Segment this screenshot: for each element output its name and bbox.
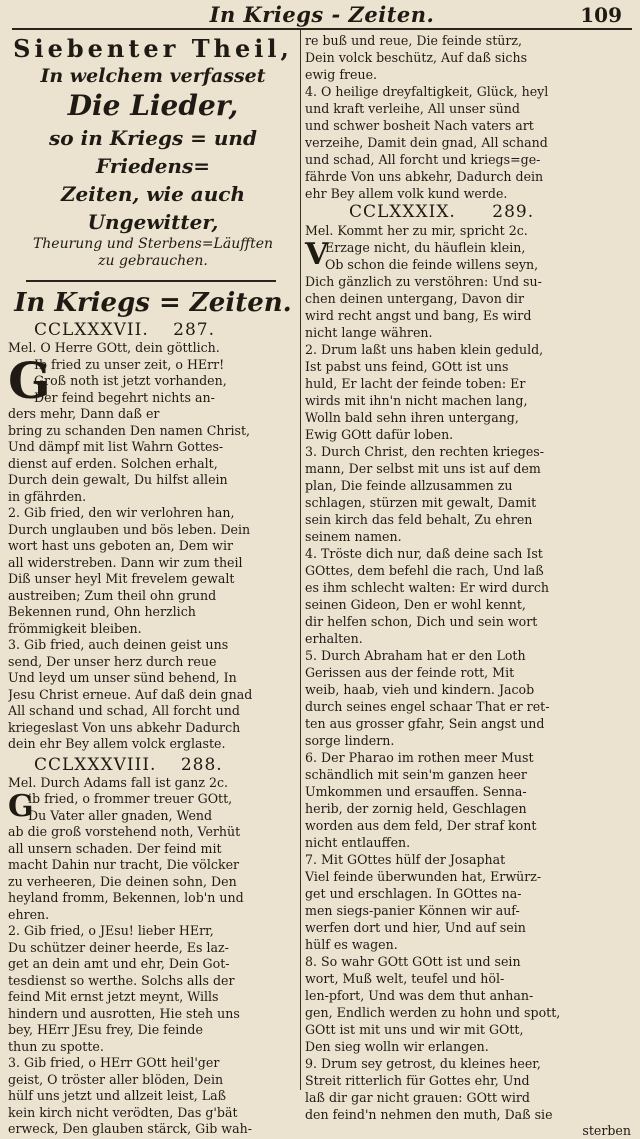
hymn-288-cont-line: ewig freue.: [305, 67, 378, 82]
hymn-289-line: GOttes, dem befehl die rach, Und laß: [305, 563, 544, 578]
hymn-287-roman: CCLXXXVII.: [34, 320, 149, 340]
catchword: sterben: [582, 1123, 631, 1138]
hymn-288-line: ib fried, o frommer treuer GOtt,: [28, 791, 233, 806]
hymn-289-line: Viel feinde überwunden hat, Erwürz-: [305, 869, 542, 884]
hymn-289-line: erhalten.: [305, 631, 363, 646]
hymn-287-line: Durch dein gewalt, Du hilfst allein: [8, 472, 228, 487]
hymn-289-line: get und erschlagen. In GOttes na-: [305, 886, 522, 901]
hymn-289-heading: [349, 202, 635, 222]
hymn-288-line: tesdienst so werthe. Solchs alls der: [8, 972, 235, 988]
hymn-289-roman: CCLXXXIX.: [349, 202, 456, 222]
hymn-289-line: men siegs-panier Können wir auf-: [305, 903, 520, 918]
hymn-288-number: 288.: [180, 754, 223, 775]
hymn-288-cont-line: ehr Bey allem volk kund werde.: [305, 186, 508, 201]
hymn-289-line: 4. Tröste dich nur, daß deine sach Ist: [305, 546, 543, 561]
hymn-288-line: zu verheeren, Die deinen sohn, Den: [8, 873, 237, 889]
part-subtitle-4a: Theurung und Sterbens=Läufften: [32, 236, 274, 252]
hymn-289-line: sorge lindern.: [305, 733, 395, 748]
hymn-289-line: dir helfen schon, Dich und sein wort: [305, 614, 538, 629]
hymn-289-line: GOtt ist mit uns und wir mit GOtt,: [305, 1022, 524, 1037]
hymn-288-line: Du schützer deiner heerde, Es laz-: [8, 939, 229, 955]
hymn-288-line: Du Vater aller gnaden, Wend: [28, 807, 213, 823]
hymn-289-line: weib, haab, vieh und kindern. Jacob: [305, 682, 535, 697]
hymn-287-text: [8, 350, 298, 753]
hymn-287-line: Durch unglauben und bös leben. Dein: [8, 521, 251, 537]
hymn-287-line: bring zu schanden Den namen Christ,: [8, 422, 251, 438]
hymn-287-line: Groß noth ist jetzt vorhanden,: [34, 373, 227, 388]
hymn-289-line: es ihm schlecht walten: Er wird durch: [305, 580, 549, 595]
hymn-288-line: erweck, Den glauben stärck, Gib wah-: [8, 1121, 252, 1136]
hymn-289-line: laß dir gar nicht grauen: GOtt wird: [305, 1090, 530, 1105]
hymn-288-line: all unsern schaden. Der feind mit: [8, 840, 222, 856]
right-column: [305, 32, 635, 1139]
hymn-289-line: mann, Der selbst mit uns ist auf dem: [305, 461, 541, 476]
hymn-287-line: send, Der unser herz durch reue: [8, 653, 217, 669]
hymn-289-line: schlagen, stürzen mit gewalt, Damit: [305, 495, 537, 510]
hymn-288-line: feind Mit ernst jetzt meynt, Wills: [8, 989, 219, 1004]
part-subtitle-3b: Zeiten, wie auch Ungewitter,: [60, 182, 246, 234]
part-title: Siebenter Theil,: [13, 34, 293, 63]
hymn-289-line: werfen dort und hier, Und auf sein: [305, 920, 526, 935]
hymn-289-line: seinem namen.: [305, 529, 402, 544]
part-subtitle-3a: so in Kriegs = und Friedens=: [49, 126, 257, 178]
hymn-289-line: Ob schon die feinde willens seyn,: [325, 257, 539, 272]
hymn-288-cont-line: Dein volck beschütz, Auf daß sichs: [305, 50, 528, 65]
hymn-288-line: thun zu spotte.: [8, 1038, 104, 1054]
hymn-288-cont-line: 4. O heilige dreyfaltigkeit, Glück, heyl: [305, 84, 549, 99]
hymn-289-line: 9. Drum sey getrost, du kleines heer,: [305, 1056, 541, 1071]
hymn-288-line: ehren.: [8, 906, 50, 922]
hymn-287-line: Und leyd um unser sünd behend, In: [8, 670, 237, 685]
hymn-287-line: in gfährden.: [8, 488, 87, 504]
hymn-288-line: geist, O tröster aller blöden, Dein: [8, 1071, 224, 1087]
hymn-289-line: Wolln bald sehn ihren untergang,: [305, 410, 519, 425]
hymn-287-line: dein ehr Bey allem volck erglaste.: [8, 736, 226, 751]
hymn-289-line: 8. So wahr GOtt GOtt ist und sein: [305, 954, 521, 969]
hymn-288-line: hülf uns jetzt und allzeit leist, Laß: [8, 1088, 227, 1103]
hymn-289-line: seinen Gideon, Den er wohl kennt,: [305, 597, 526, 612]
hymn-288-line: get an dein amt und ehr, Dein Got-: [8, 956, 230, 971]
hymn-289-line: wirds mit ihn'n nicht machen lang,: [305, 393, 528, 408]
page-number: 109: [580, 3, 622, 27]
hymn-289-line: 3. Durch Christ, den rechten krieges-: [305, 444, 544, 459]
hymn-287-line: Ib fried zu unser zeit, o HErr!: [34, 356, 225, 372]
hymn-287-dropcap: G: [8, 350, 51, 410]
hymn-288-line: kein kirch nicht verödten, Das g'bät: [8, 1104, 238, 1120]
running-head: [12, 2, 632, 30]
hymn-289-dropcap: V: [305, 237, 329, 272]
hymn-289-line: 7. Mit GOttes hülf der Josaphat: [305, 852, 506, 867]
hymn-289-line: 2. Drum laßt uns haben klein geduld,: [305, 342, 544, 357]
hymn-289-line: Den sieg wolln wir erlangen.: [305, 1039, 489, 1054]
hymn-288-dropcap: G: [8, 789, 34, 824]
hymn-288-line: heyland fromm, Bekennen, lob'n und: [8, 890, 244, 905]
hymn-288-roman: CCLXXXVIII.: [34, 754, 157, 775]
section-title: In Kriegs = Zeiten.: [14, 288, 292, 318]
part-subtitle-4b: zu gebrauchen.: [98, 253, 208, 269]
hymn-289-line: Gerissen aus der feinde rott, Mit: [305, 665, 515, 680]
hymn-288-line: 3. Gib fried, o HErr GOtt heil'ger: [8, 1055, 220, 1070]
hymn-287-line: 2. Gib fried, den wir verlohren han,: [8, 505, 235, 520]
hymn-288-line: bey, HErr JEsu frey, Die feinde: [8, 1022, 203, 1037]
hymn-289-line: schändlich mit sein'm ganzen heer: [305, 767, 527, 782]
hymn-288-continuation: [305, 32, 635, 202]
hymn-289-line: wird recht angst und bang, Es wird: [305, 308, 532, 323]
hymn-289-line: Erzage nicht, du häuflein klein,: [325, 240, 526, 255]
hymn-288-cont-line: re buß und reue, Die feinde stürz,: [305, 33, 523, 48]
hymn-288-line: hindern und ausrotten, Hie steh uns: [8, 1005, 240, 1021]
hymn-289-number: 289.: [492, 202, 535, 222]
hymn-289-line: nicht entlauffen.: [305, 835, 411, 850]
hymn-287-line: Diß unser heyl Mit frevelem gewalt: [8, 571, 235, 586]
hymn-289-line: chen deinen untergang, Davon dir: [305, 291, 524, 306]
hymn-288-melody: Mel. Durch Adams fall ist ganz 2c.: [8, 774, 229, 790]
hymn-288-line: macht Dahin nur tracht, Die völcker: [8, 857, 240, 872]
hymn-289-line: wort, Muß welt, teufel und höl-: [305, 971, 505, 986]
hymn-289-line: Ist pabst uns feind, GOtt ist uns: [305, 359, 509, 374]
hymn-288-cont-line: und schad, All forcht und kriegs=ge-: [305, 152, 541, 167]
hymn-289-line: herib, der zornig held, Geschlagen: [305, 801, 527, 816]
hymn-288-line: ab die groß vorstehend noth, Verhüt: [8, 824, 241, 839]
hymn-287-heading: [8, 320, 298, 340]
hymn-288-cont-line: und schwer bosheit Nach vaters art: [305, 118, 534, 133]
hymn-287-line: All schand und schad, All forcht und: [8, 703, 240, 718]
hymn-289-line: 6. Der Pharao im rothen meer Must: [305, 750, 534, 765]
hymn-288-line: 2. Gib fried, o JEsu! lieber HErr,: [8, 923, 214, 938]
hymn-289-line: Ewig GOtt dafür loben.: [305, 427, 454, 442]
part-subtitle-2: Die Lieder,: [67, 89, 239, 122]
hymn-289-line: ten aus grosser gfahr, Sein angst und: [305, 716, 545, 731]
hymn-287-line: Jesu Christ erneue. Auf daß dein gnad: [8, 686, 253, 702]
hymn-289-line: 5. Durch Abraham hat er den Loth: [305, 648, 526, 663]
hymn-289-line: hülf es wagen.: [305, 937, 398, 952]
hymn-289-line: huld, Er lacht der feinde toben: Er: [305, 376, 526, 391]
part-subtitle-1: In welchem verfasset: [40, 65, 266, 87]
section-rule: [26, 280, 276, 282]
hymn-287-line: wort hast uns geboten an, Dem wir: [8, 538, 234, 553]
hymn-288-heading: [8, 755, 298, 775]
hymn-287-line: all widerstreben. Dann wir zum theil: [8, 554, 243, 570]
hymn-287-line: frömmigkeit bleiben.: [8, 620, 142, 636]
hymn-288-cont-line: verzeihe, Damit dein gnad, All schand: [305, 135, 548, 150]
hymn-287-line: 3. Gib fried, auch deinen geist uns: [8, 637, 229, 652]
hymn-289-line: durch seines engel schaar That er ret-: [305, 699, 550, 714]
hymn-288-text: [8, 791, 298, 1138]
hymn-288-cont-line: und kraft verleihe, All unser sünd: [305, 101, 520, 116]
hymn-287-melody: Mel. O Herre GOtt, dein göttlich.: [8, 340, 220, 355]
hymn-287-line: Und dämpf mit list Wahrn Gottes-: [8, 439, 224, 454]
hymn-289-melody: Mel. Kommt her zu mir, spricht 2c.: [305, 223, 528, 238]
hymn-289-line: worden aus dem feld, Der straf kont: [305, 818, 537, 833]
hymn-287-line: kriegeslast Von uns abkehr Dadurch: [8, 719, 241, 735]
hymn-289-line: Dich gänzlich zu verstöhren: Und su-: [305, 274, 542, 289]
hymn-287-line: austreiben; Zum theil ohn grund: [8, 587, 217, 603]
hymn-287-line: ders mehr, Dann daß er: [8, 406, 160, 421]
hymn-287-number: 287.: [173, 320, 215, 340]
running-head-title: In Kriegs - Zeiten.: [209, 2, 435, 27]
hymn-287-line: Der feind begehrt nichts an-: [34, 389, 215, 405]
hymn-289-line: Umkommen und ersauffen. Senna-: [305, 784, 527, 799]
hymn-288-cont-line: fährde Von uns abkehr, Dadurch dein: [305, 169, 544, 184]
hymn-289-line: gen, Endlich werden zu hohn und spott,: [305, 1005, 561, 1020]
column-divider: [300, 30, 301, 1090]
hymn-289-line: len-pfort, Und was dem thut anhan-: [305, 988, 534, 1003]
hymn-289-line: sein kirch das feld behalt, Zu ehren: [305, 512, 533, 527]
hymn-289-line: Streit ritterlich für Gottes ehr, Und: [305, 1073, 530, 1088]
hymn-289-line: den feind'n nehmen den muth, Daß sie: [305, 1107, 553, 1122]
hymn-289-line: nicht lange währen.: [305, 325, 433, 340]
hymn-287-line: dienst auf erden. Solchen erhalt,: [8, 455, 218, 471]
hymn-289-text: [305, 239, 635, 1123]
left-column: [8, 32, 298, 1138]
hymn-287-line: Bekennen rund, Ohn herzlich: [8, 604, 196, 619]
hymn-289-line: plan, Die feinde allzusammen zu: [305, 478, 513, 493]
